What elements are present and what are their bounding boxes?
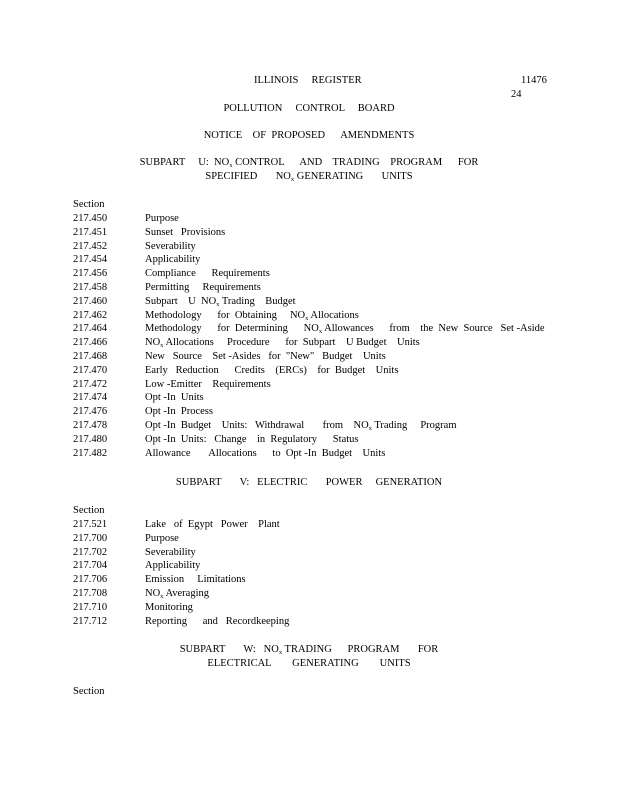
section-title-text: Reporting and Recordkeeping (145, 615, 290, 627)
section-title-text: Purpose (145, 213, 179, 224)
section-title (145, 281, 261, 294)
section-heading: Section (73, 686, 105, 697)
section-number: 217.462 (73, 309, 108, 321)
section-title-text: New Source Set -Asides for "New" Budget Units (145, 351, 386, 362)
section-number: 217.454 (73, 254, 108, 266)
section-title-text: Purpose (145, 532, 179, 544)
subscript: x (318, 328, 323, 336)
section-title-text: Opt -In Budget Units: Withdrawal from NO (145, 420, 369, 431)
section-title (145, 364, 398, 377)
section-title-text: Applicability (145, 254, 201, 266)
subscript: x (368, 425, 372, 432)
heading-text: CONTROL AND TRADING PROGRAM FOR (232, 157, 479, 168)
section-title (145, 546, 196, 559)
section-number: 217.451 (73, 226, 108, 238)
section-title (145, 532, 179, 545)
section-title-text: Allocations Procedure for Subpart U Budget Units (163, 337, 420, 349)
agency-name: POLLUTION CONTROL BOARD (223, 103, 395, 114)
section-heading: Section (73, 505, 105, 516)
section-title-text: Trading Program (371, 420, 457, 431)
section-title (145, 240, 196, 253)
section-title-text: NO (145, 337, 161, 349)
section-title-text: Methodology for Obtaining NO (145, 309, 306, 321)
page-number: 11476 (521, 75, 547, 86)
heading-text: SPECIFIED NO (205, 171, 291, 182)
section-title-text: Permitting Requirements (145, 282, 261, 293)
section-number: 217.460 (73, 295, 108, 307)
section-title (145, 267, 270, 280)
section-number: 217.458 (73, 282, 108, 293)
section-heading: Section (73, 199, 105, 210)
section-title-text: Opt -In Units: Change in Regulatory Status (145, 433, 359, 445)
subscript: x (216, 300, 220, 308)
section-title-text: Subpart U NO (145, 295, 217, 307)
subpart-v-heading: SUBPART V: ELECTRIC POWER GENERATION (175, 477, 443, 488)
section-number: 217.466 (73, 337, 108, 349)
section-title-text: Applicability (145, 560, 201, 572)
section-title-text: Severability (145, 546, 196, 558)
heading-text: TRADING PROGRAM FOR (282, 644, 439, 655)
register-title: ILLINOIS REGISTER (254, 75, 362, 86)
subscript: x (290, 176, 295, 183)
section-number: 217.456 (73, 268, 108, 280)
section-title (145, 253, 200, 266)
subscript: x (305, 314, 309, 322)
heading-text: SUBPART W: NO (179, 644, 279, 655)
section-number: 217.474 (73, 392, 108, 404)
section-title-text: Trading Budget (219, 295, 296, 307)
section-number: 217.702 (73, 546, 108, 558)
section-number: 217.712 (73, 615, 108, 627)
section-number: 217.472 (73, 378, 108, 390)
section-title-text: Sunset Provisions (145, 226, 226, 238)
section-title-text: Allowance Allocations to Opt -In Budget Units (145, 447, 386, 459)
section-title (145, 378, 271, 391)
section-title (145, 601, 193, 614)
section-number: 217.468 (73, 351, 108, 362)
subscript: x (160, 342, 164, 350)
subscript: x (160, 593, 164, 600)
section-number: 217.480 (73, 433, 108, 445)
section-title (145, 447, 385, 460)
section-title-text: Lake of Egypt Power Plant (145, 519, 280, 530)
section-title-text: Opt -In Units (145, 392, 204, 404)
section-title (145, 391, 204, 404)
section-number: 217.470 (73, 364, 108, 376)
section-number: 217.708 (73, 588, 108, 599)
subpart-u-heading-line2 (0, 170, 618, 186)
issue-number: 24 (511, 89, 522, 100)
subscript: x (278, 649, 283, 656)
section-number: 217.478 (73, 420, 108, 431)
section-title (145, 559, 200, 572)
section-title-text: Early Reduction Credits (ERCs) for Budget Units (145, 364, 399, 376)
section-title-text: Compliance Requirements (145, 268, 270, 280)
section-number: 217.704 (73, 560, 108, 572)
section-title-text: Allocations (308, 309, 359, 321)
section-title-text: Monitoring (145, 601, 193, 613)
section-title-text: NO (145, 588, 161, 599)
section-number: 217.452 (73, 240, 108, 252)
subscript: x (229, 162, 233, 169)
section-number: 217.476 (73, 406, 108, 418)
section-title-text: Severability (145, 240, 196, 252)
section-title-text: Low -Emitter Requirements (145, 378, 271, 390)
section-title (145, 518, 280, 531)
section-title (145, 615, 289, 628)
section-number: 217.521 (73, 519, 108, 530)
section-title (145, 350, 386, 363)
section-title-text: Methodology for Determining NO (145, 323, 319, 335)
subpart-w-heading-line2: ELECTRICAL GENERATING UNITS (207, 658, 411, 669)
section-title-text: Opt -In Process (145, 406, 213, 418)
notice-title: NOTICE OF PROPOSED AMENDMENTS (203, 130, 415, 141)
section-title (145, 433, 358, 446)
section-title (145, 405, 213, 418)
section-number: 217.700 (73, 532, 108, 544)
section-title (145, 573, 246, 586)
heading-text: GENERATING UNITS (294, 171, 413, 182)
section-title-text: Averaging (163, 588, 210, 599)
section-title-text: Allowances from the New Source Set -Aside (322, 323, 545, 335)
section-number: 217.450 (73, 213, 108, 224)
section-number: 217.482 (73, 447, 108, 459)
section-number: 217.706 (73, 574, 108, 586)
section-number: 217.464 (73, 323, 108, 335)
section-title (145, 226, 225, 239)
heading-text: SUBPART U: NO (139, 157, 230, 168)
section-title-text: Emission Limitations (145, 574, 246, 586)
section-number: 217.710 (73, 601, 108, 613)
section-title (145, 212, 179, 225)
